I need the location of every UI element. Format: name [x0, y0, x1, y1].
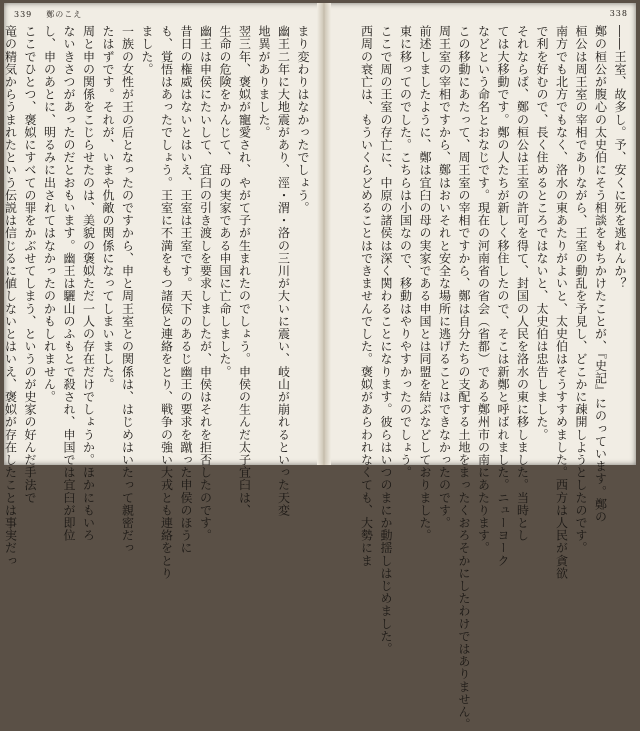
right-page-header — [610, 9, 628, 18]
text-line: ました。 — [140, 25, 154, 76]
text-line: 周と申の関係をこじらせたのは、美貌の褒姒ただ一人の存在だけでしょうか。ほかにもいろ — [81, 25, 96, 542]
right-page-body — [339, 25, 629, 731]
text-line: 生命の危険をかんじて、母の実家である申国に亡命しました。 — [218, 25, 232, 378]
text-line: それならば、鄭の桓公は王室の許可を得て、封国の人民を洛水の東に移しました。当時とし — [515, 25, 530, 542]
book-spread — [3, 3, 636, 731]
text-line: 一族の女性が王の后となったのですから、申と周王室との関係は、はじめはいたって親密だっ — [120, 25, 135, 555]
book-gutter — [317, 3, 331, 465]
text-line: 桓公は周王室の宰相でありながら、王室の動乱を予見し、どこかに疎開しようとしたのです。 — [574, 25, 588, 555]
text-line: 翌三年、褒姒が寵愛され、やがて子が生まれたのでしょう。申侯の生んだ太子宜臼は、 — [237, 25, 252, 517]
running-title: 鄭のこえ — [46, 10, 83, 19]
text-line: たはずです。それが、いまや仇敵の関係になってしまいました。 — [101, 25, 115, 391]
page-number-left: 339 — [14, 10, 33, 19]
text-line: まり変わりはなかったでしょう。 — [296, 25, 310, 214]
left-page-header — [14, 9, 82, 20]
text-line: ――王室、故多し。予、安くに死を逃れんか？ — [613, 25, 627, 290]
text-line: 南方でも北方でもなく、洛水の東あたりがよいと、太史伯はそうすすめました。西方は人民が貪欲 — [554, 25, 569, 580]
text-line: 地異がありました。 — [257, 25, 271, 139]
text-line: 幽王は申侯にたいして、宜臼の引き渡しを要求しましたが、申侯はそれを拒否したのです。 — [198, 25, 213, 542]
text-line: 昔日の権威はないとはいえ、王室は王室です。天下のあるじ幽王の要求を蹴った申侯のほうに — [179, 25, 193, 555]
text-line: 竜の精気からうまれたという伝説は信じるに値しないとはいえ、褒姒が存在したことは事実だっ — [3, 25, 18, 567]
text-line: で利を好むので、長く住めるところではないと、太史伯は忠告しました。 — [535, 25, 549, 441]
text-line: 西周の衰亡は、もういくらどめることはできませんでした。褒姒があらわれなくても、大勢にま — [359, 25, 374, 567]
left-page — [3, 3, 317, 580]
text-line: ここでひとつ、褒姒にすべての罪をかぶせてしまう、というのが史家の好んだ手法で — [23, 25, 37, 504]
text-line: し、申のあとに、明るみに出されてはなかったのかもしれません。 — [42, 25, 57, 403]
text-line: ないきさつがあったのだとおもいます。幽王は驪山のふもとで殺され、申国では宜臼が即位 — [62, 25, 76, 542]
text-line: 幽王二年に大地震があり、涇・渭・洛の三川が大いに震い、岐山が崩れるといった天変 — [276, 25, 291, 517]
text-line: ここで周の王室の存亡に、中原の諸侯は深く関わることになります。彼らはいつのまにか動揺しはじめました。 — [379, 25, 393, 655]
right-page — [331, 3, 636, 731]
text-line: 前述しましたように、鄭は宜臼の母の実家である申国とは同盟を結ぶなどしておりました。 — [418, 25, 432, 542]
text-line: などという命名とおなじです。現在の河南省の省会（省都）である鄭州市の南にあたります。 — [476, 25, 491, 555]
page-number-right: 338 — [609, 9, 628, 18]
left-page-body — [3, 25, 312, 580]
text-line: この移動にあたって、周王室の宰相ですから、鄭は自分たちの支配する土地をまったくおろそかにしたわけではありません。 — [457, 25, 471, 731]
text-line: も、覚悟はあったでしょう。王室に不満をもつ諸侯と連絡をとり、戦争の強い大戎とも連絡をとり — [159, 25, 174, 580]
text-line: 鄭の桓公が腹心の太史伯にそう相談をもちかけたことが、『史記』にのっています。鄭の — [593, 25, 608, 523]
text-line: 周王室の宰相ですから、鄭はおいそれと安全な場所に逃げることはできなかったのです。 — [437, 25, 452, 529]
text-line: 東に移ってのでした。こちらは小国なので、移動はやりやすかったのでしょう。 — [398, 25, 413, 479]
text-line: ては大移動です。鄭の人たちが新しく移住したので、そこは新鄭と呼ばれました。ニューヨーク — [496, 25, 510, 567]
